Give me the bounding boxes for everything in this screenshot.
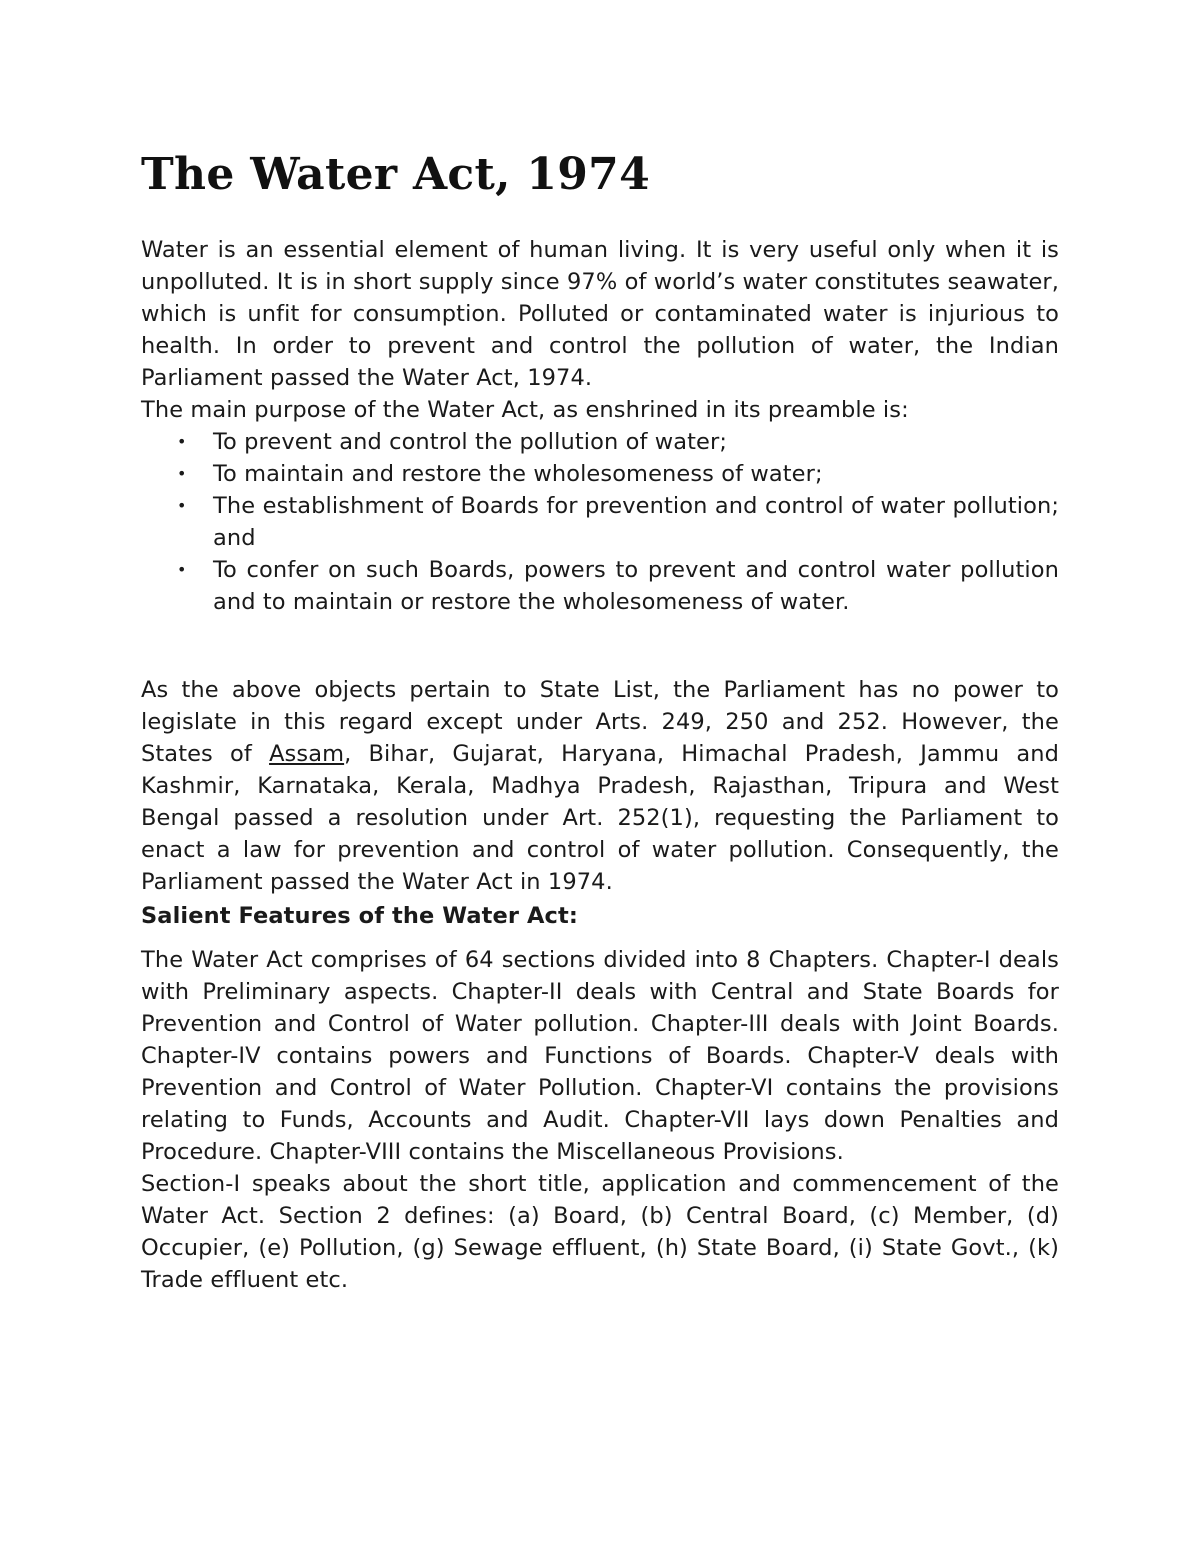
list-item-text: To prevent and control the pollution of water; — [213, 429, 728, 455]
list-item — [141, 426, 1059, 458]
list-item — [141, 554, 1059, 618]
bullet-icon: • — [177, 464, 187, 483]
list-item — [141, 458, 1059, 490]
page-title: The Water Act, 1974 — [141, 149, 651, 200]
purpose-list — [141, 426, 1059, 618]
intro-section — [141, 234, 1059, 618]
features-section — [141, 944, 1059, 1296]
bullet-icon: • — [177, 560, 187, 579]
list-item-text: The establishment of Boards for prevention and control of water pollution; and — [213, 493, 1059, 551]
list-item-text: To maintain and restore the wholesomeness of water; — [213, 461, 823, 487]
objects-paragraph — [141, 674, 1059, 898]
salient-features-heading: Salient Features of the Water Act: — [141, 903, 578, 929]
section-paragraph: Section-I speaks about the short title, application and commencement of the Water Act. Section 2 defines: (a) Board, (b) Central Board, (c) Member, (d) Occupier, (e) Pollution, (g) Sewage effluent, (h) State Board, (i) State Govt., (k) Trade effluent etc. — [141, 1171, 1059, 1293]
objects-text-after: , Bihar, Gujarat, Haryana, Himachal Pradesh, Jammu and Kashmir, Karnataka, Kerala, Madhya Pradesh, Rajasthan, Tripura and West Bengal passed a resolution under Art. 252(1), requesting the Parliament to enact a law for prevention and control of water pollution. Consequently, the Parliament passed the Water Act in 1974. — [141, 741, 1059, 895]
purpose-line: The main purpose of the Water Act, as enshrined in its preamble is: — [141, 397, 909, 423]
intro-paragraph: Water is an essential element of human living. It is very useful only when it is unpolluted. It is in short supply since 97% of world’s water constitutes seawater, which is unfit for consumption. Polluted or contaminated water is injurious to health. In order to prevent and control the pollution of water, the Indian Parliament passed the Water Act, 1974. — [141, 237, 1059, 391]
list-item — [141, 490, 1059, 554]
assam-link[interactable]: Assam — [269, 741, 345, 767]
bullet-icon: • — [177, 432, 187, 451]
list-item-text: To confer on such Boards, powers to prevent and control water pollution and to maintain or restore the wholesomeness of water. — [213, 557, 1059, 615]
objects-text-before: As the above objects pertain to State List, the Parliament has no power to legislate in this regard except under Arts. 249, 250 and 252. However, the States of — [141, 677, 1059, 767]
bullet-icon: • — [177, 496, 187, 515]
chapters-paragraph: The Water Act comprises of 64 sections divided into 8 Chapters. Chapter-I deals with Preliminary aspects. Chapter-II deals with Central and State Boards for Prevention and Control of Water pollution. Chapter-III deals with Joint Boards. Chapter-IV contains powers and Functions of Boards. Chapter-V deals with Prevention and Control of Water Pollution. Chapter-VI contains the provisions relating to Funds, Accounts and Audit. Chapter-VII lays down Penalties and Procedure. Chapter-VIII contains the Miscellaneous Provisions. — [141, 947, 1059, 1165]
objects-section — [141, 674, 1059, 932]
